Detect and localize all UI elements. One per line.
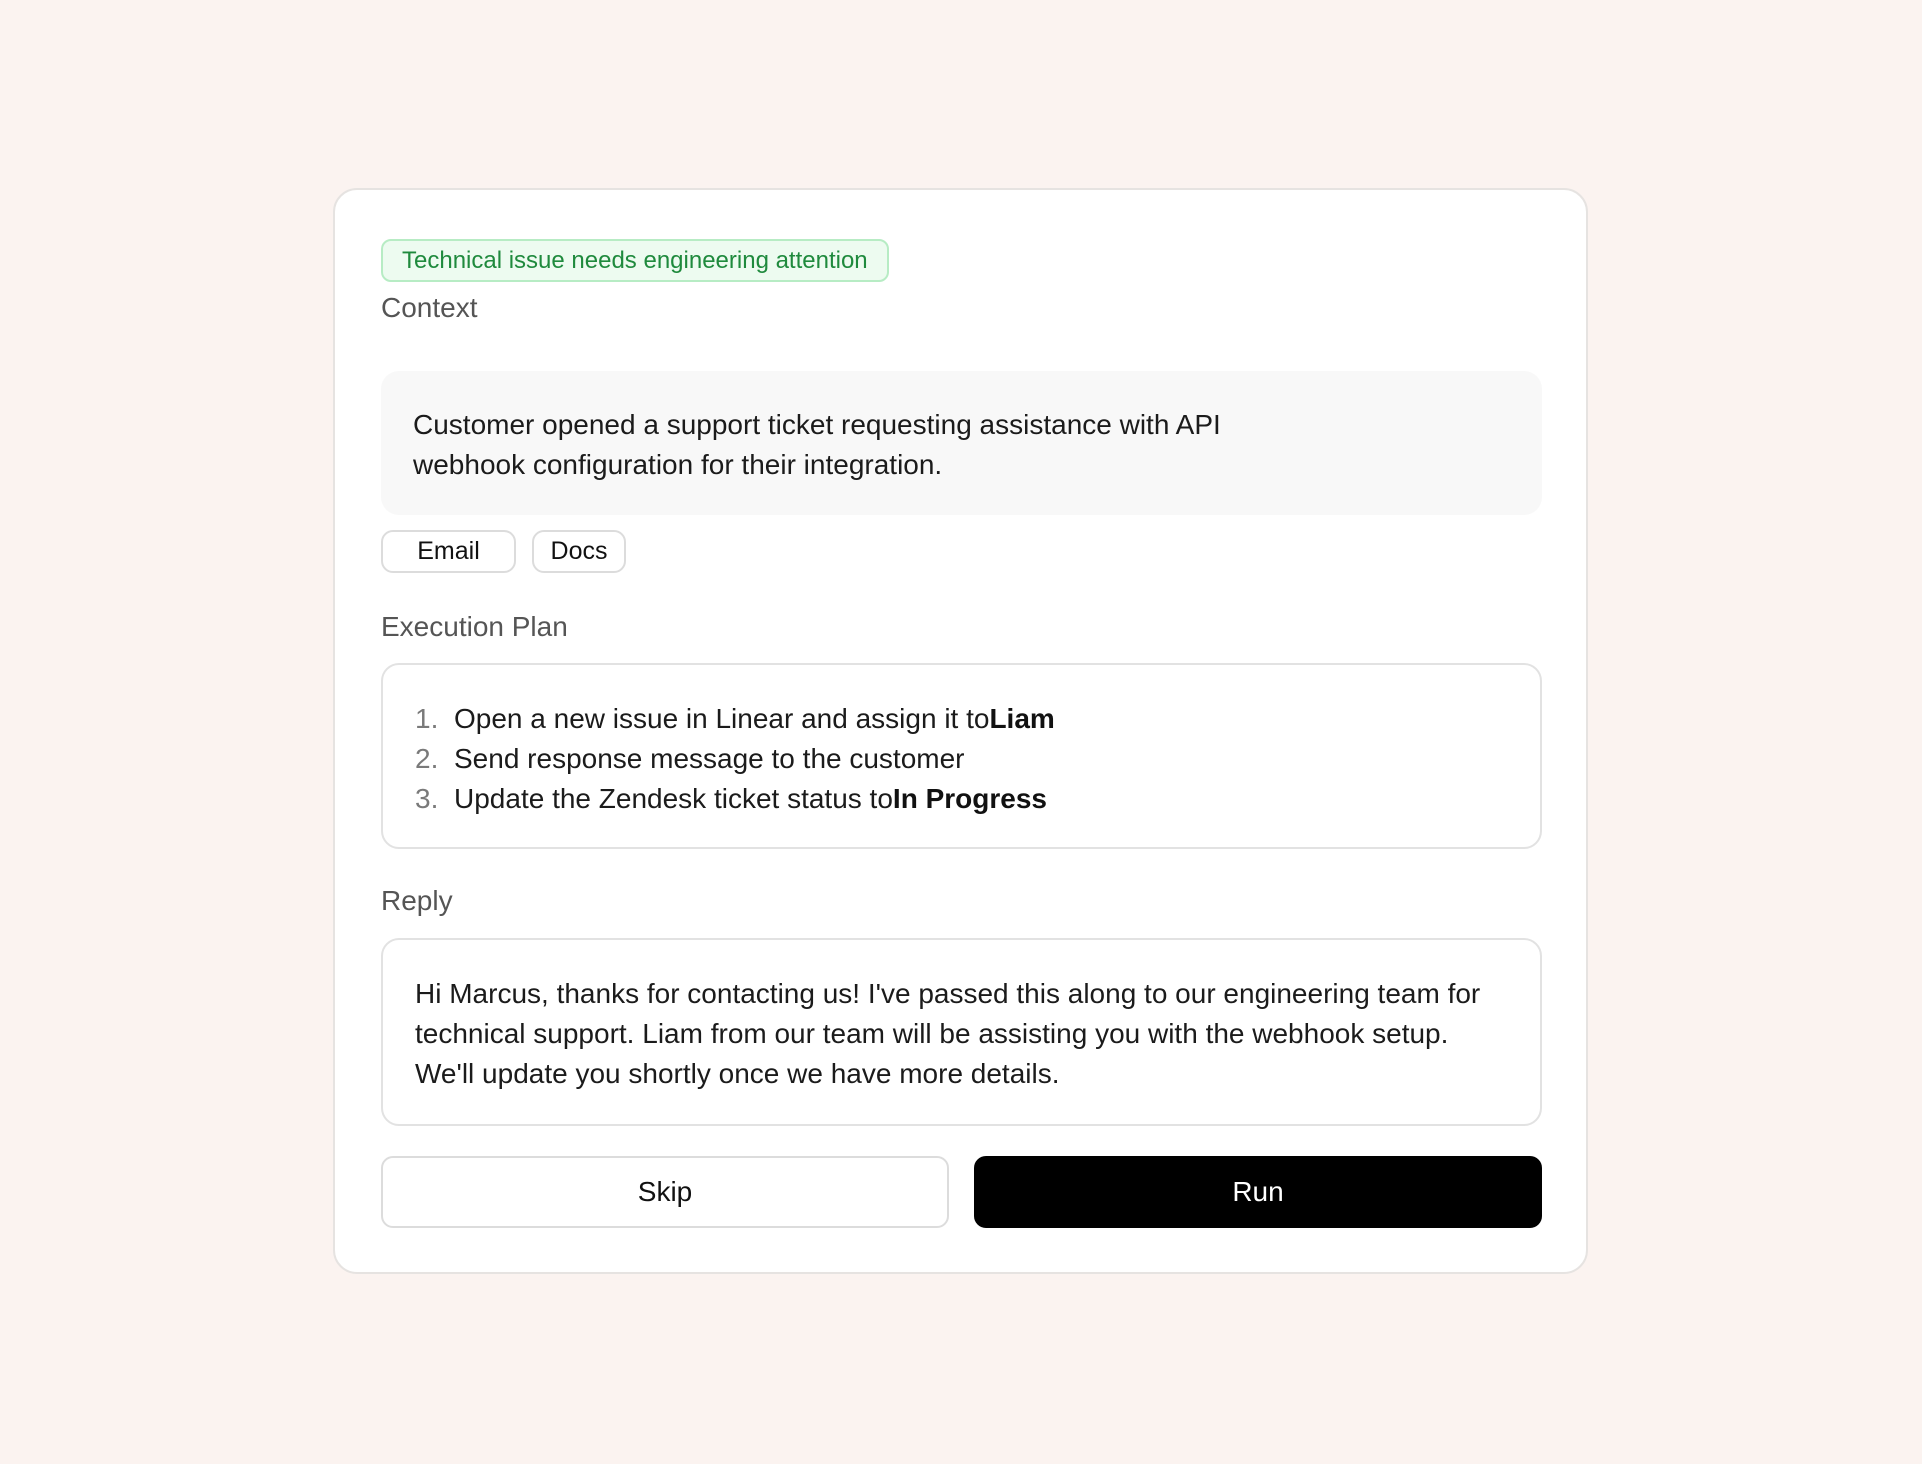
status-badge: Technical issue needs engineering attention [381, 239, 889, 282]
email-chip[interactable]: Email [381, 530, 516, 573]
plan-step-number: 2. [415, 743, 439, 774]
plan-step [415, 739, 1508, 779]
skip-button[interactable]: Skip [381, 1156, 949, 1228]
plan-step-status: In Progress [892, 783, 1047, 814]
execution-plan-label: Execution Plan [381, 611, 568, 642]
plan-step-text: Send response message to the customer [454, 743, 965, 774]
plan-step [415, 779, 1508, 819]
docs-chip[interactable]: Docs [532, 530, 626, 573]
reply-label: Reply [381, 885, 453, 916]
plan-step-text: Open a new issue in Linear and assign it to [454, 703, 990, 734]
plan-step-assignee: Liam [989, 703, 1055, 734]
plan-step-number: 1. [415, 703, 439, 734]
context-box [381, 371, 1542, 515]
source-chips [381, 530, 626, 573]
execution-plan-list [381, 663, 1542, 849]
reply-message-box[interactable] [381, 938, 1542, 1126]
action-card [333, 188, 1588, 1274]
reply-message-text: Hi Marcus, thanks for contacting us! I've passed this along to our engineering team for technical support. Liam from our team will be assisting you with the webhook setup. We'll update you shortly once we have more details. [415, 978, 1481, 1089]
plan-step-number: 3. [415, 783, 439, 814]
plan-step-text: Update the Zendesk ticket status to [454, 783, 893, 814]
context-label: Context [381, 292, 478, 323]
plan-step [415, 699, 1508, 739]
run-button[interactable]: Run [974, 1156, 1542, 1228]
context-text: Customer opened a support ticket requesting assistance with API webhook configuration for their integration. [413, 409, 1221, 480]
